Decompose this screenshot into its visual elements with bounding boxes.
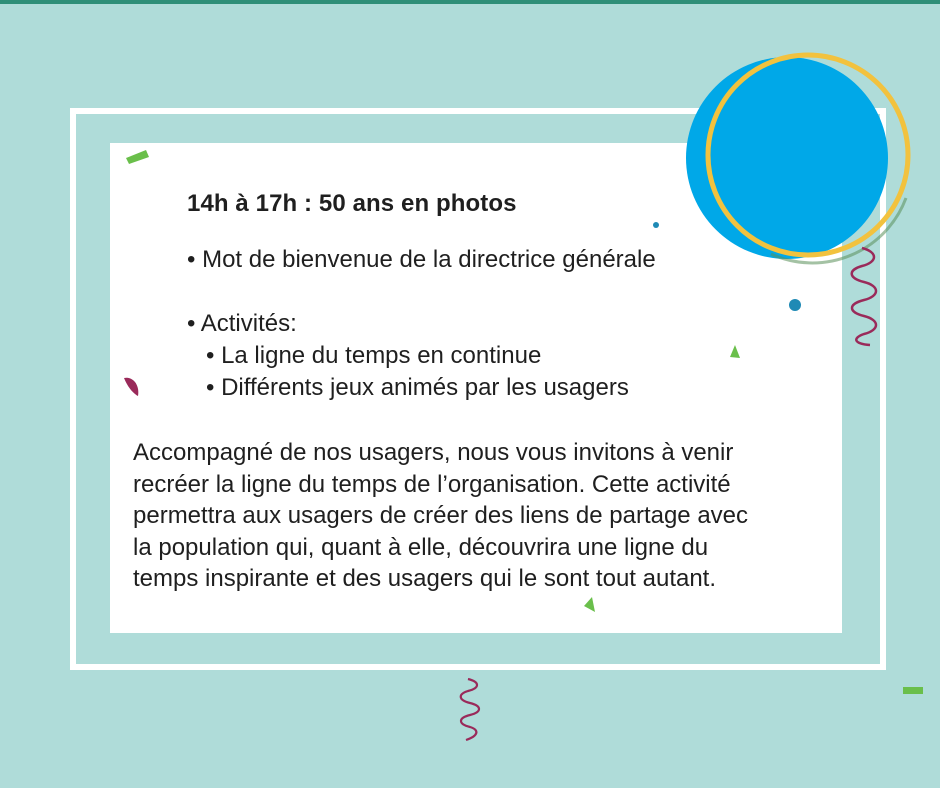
description-line: la population qui, quant à elle, découvrira une ligne du [133,533,709,561]
description-line: temps inspirante et des usagers qui le sont tout autant. [133,565,717,592]
sub-bullet-timeline: • La ligne du temps en continue [206,342,542,369]
bullet-activities: • Activités: [187,310,297,337]
description-line: recréer la ligne du temps de l’organisation. Cette activité [133,470,731,498]
description-line: permettra aux usagers de créer des liens de partage avec [133,502,749,529]
event-description [133,437,833,595]
event-title: 14h à 17h : 50 ans en photos [187,190,517,217]
description-line: Accompagné de nos usagers, nous vous invitons à venir [133,439,734,466]
bullet-welcome: • Mot de bienvenue de la directrice générale [187,246,656,273]
sub-bullet-games: • Différents jeux animés par les usagers [206,374,629,401]
